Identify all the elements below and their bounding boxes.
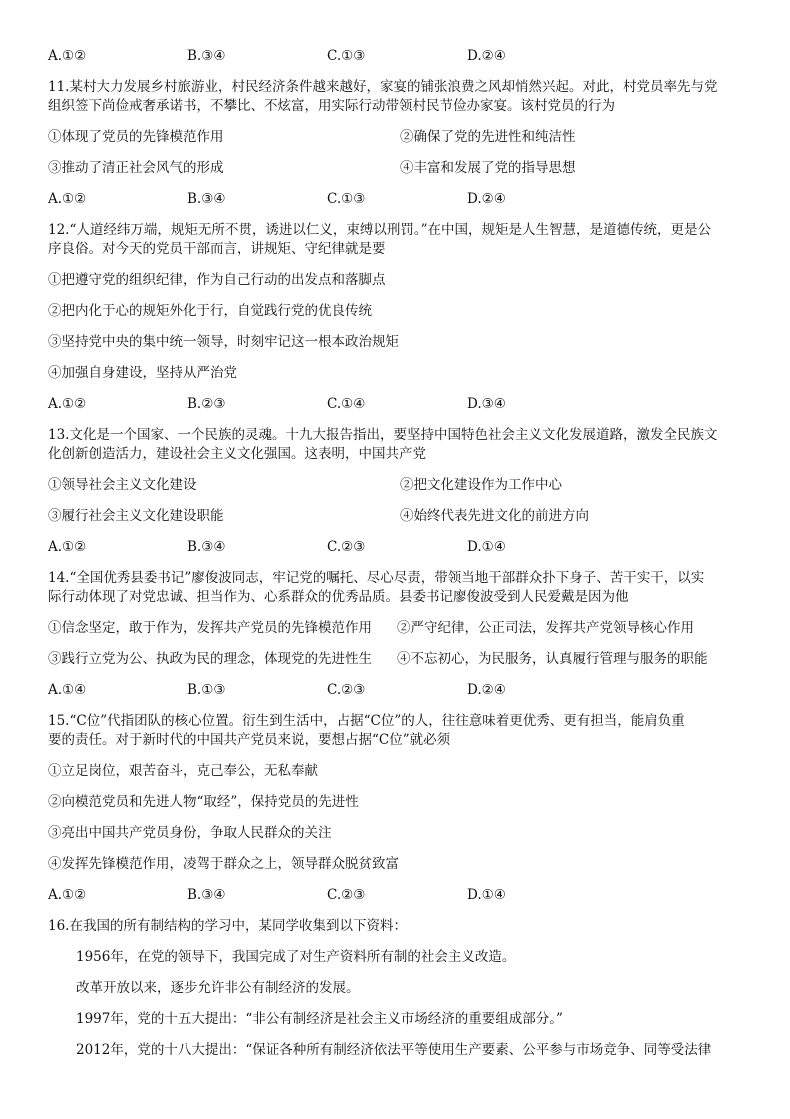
q15-stem-line-2: 要的责任。对于新时代的中国共产党员来说，要想占据“C位”就必须 (48, 732, 451, 748)
q12-stem-line-2: 序良俗。对今天的党员干部而言，讲规矩、守纪律就是要 (48, 241, 386, 257)
option-c: C.②③ (327, 887, 366, 903)
q13-stem-line-1: 13.文化是一个国家、一个民族的灵魂。十九大报告指出，要坚持中国特色社会主义文化发展道路，激发全民族文 (48, 427, 718, 443)
q11-item-2: ②确保了党的先进性和纯洁性 (400, 129, 576, 145)
option-b: B.②③ (187, 396, 226, 412)
option-c: C.①③ (327, 48, 366, 64)
q16-material-4: 2012年，党的十八大提出：“保证各种所有制经济依法平等使用生产要素、公平参与市场竞争、同等受法律 (76, 1042, 712, 1058)
option-b: B.③④ (187, 539, 226, 555)
option-a: A.①④ (48, 682, 87, 698)
q14-stem-line-2: 际行动体现了对党忠诚、担当作为、心系群众的优秀品质。县委书记廖俊波受到人民爱戴是因为他 (48, 589, 629, 605)
q13-item-3: ③履行社会主义文化建设职能 (48, 508, 224, 524)
q11-stem-line-2: 组织签下尚俭戒奢承诺书，不攀比、不炫富，用实际行动带领村民节俭办家宴。该村党员的行为 (48, 98, 615, 114)
q11-item-3: ③推动了清正社会风气的形成 (48, 160, 224, 176)
q15-item-1: ①立足岗位，艰苦奋斗，克己奉公，无私奉献 (48, 763, 318, 779)
option-a: A.①② (48, 887, 87, 903)
q16-material-1: 1956年，在党的领导下，我国完成了对生产资料所有制的社会主义改造。 (76, 949, 516, 965)
q14-item-4: ④不忘初心，为民服务，认真履行管理与服务的职能 (397, 651, 708, 667)
option-b: B.③④ (187, 887, 226, 903)
exam-page (48, 0, 748, 1119)
q15-stem-line-1: 15.“C位”代指团队的核心位置。衍生到生活中，占据“C位”的人，往往意味着更优秀、更有担当，能肩负重 (48, 713, 685, 729)
q14-item-1: ①信念坚定，敢于作为，发挥共产党员的先锋模范作用 (48, 620, 372, 636)
q14-item-2: ②严守纪律，公正司法，发挥共产党领导核心作用 (397, 620, 694, 636)
option-c: C.②③ (327, 539, 366, 555)
q13-item-4: ④始终代表先进文化的前进方向 (400, 508, 589, 524)
q14-stem-line-1: 14.“全国优秀县委书记”廖俊波同志，牢记党的嘱托、尽心尽责，带领当地干部群众扑下身子、苦干实干，以实 (48, 570, 705, 586)
q13-item-2: ②把文化建设作为工作中心 (400, 477, 562, 493)
q13-item-1: ①领导社会主义文化建设 (48, 477, 197, 493)
q16-material-2: 改革开放以来，逐步允许非公有制经济的发展。 (76, 980, 360, 996)
option-b: B.③④ (187, 191, 226, 207)
q13-stem-line-2: 化创新创造活力，建设社会主义文化强国。这表明，中国共产党 (48, 446, 426, 462)
q14-item-3: ③践行立党为公、执政为民的理念，体现党的先进性生 (48, 651, 372, 667)
q16-stem: 16.在我国的所有制结构的学习中，某同学收集到以下资料： (48, 918, 407, 934)
option-a: A.①② (48, 396, 87, 412)
q11-stem-line-1: 11.某村大力发展乡村旅游业，村民经济条件越来越好，家宴的铺张浪费之风却悄然兴起。对此，村党员率先与党 (48, 79, 718, 95)
q12-item-1: ①把遵守党的组织纪律，作为自己行动的出发点和落脚点 (48, 272, 386, 288)
q12-item-3: ③坚持党中央的集中统一领导，时刻牢记这一根本政治规矩 (48, 334, 399, 350)
option-a: A.①② (48, 191, 87, 207)
option-a: A.①② (48, 539, 87, 555)
q11-item-4: ④丰富和发展了党的指导思想 (400, 160, 576, 176)
option-d: D.②④ (467, 48, 506, 64)
option-b: B.①③ (187, 682, 226, 698)
option-d: D.③④ (467, 396, 506, 412)
option-d: D.①④ (467, 887, 506, 903)
q15-item-3: ③亮出中国共产党员身份，争取人民群众的关注 (48, 825, 332, 841)
q11-item-1: ①体现了党员的先锋模范作用 (48, 129, 224, 145)
q15-item-4: ④发挥先锋模范作用，凌驾于群众之上，领导群众脱贫致富 (48, 856, 399, 872)
option-d: D.②④ (467, 191, 506, 207)
q16-material-3: 1997年，党的十五大提出：“非公有制经济是社会主义市场经济的重要组成部分。” (76, 1011, 563, 1027)
q15-item-2: ②向模范党员和先进人物“取经”，保持党员的先进性 (48, 794, 359, 810)
q12-item-4: ④加强自身建设，坚持从严治党 (48, 365, 237, 381)
option-d: D.①④ (467, 539, 506, 555)
option-b: B.③④ (187, 48, 226, 64)
option-d: D.②④ (467, 682, 506, 698)
option-c: C.②③ (327, 682, 366, 698)
option-c: C.①④ (327, 396, 366, 412)
option-c: C.①③ (327, 191, 366, 207)
option-a: A.①② (48, 48, 87, 64)
q12-stem-line-1: 12.“人道经纬万端，规矩无所不贯，诱进以仁义，束缚以刑罚。”在中国，规矩是人生智慧，是道德传统，更是公 (48, 222, 712, 238)
q12-item-2: ②把内化于心的规矩外化于行，自觉践行党的优良传统 (48, 303, 372, 319)
